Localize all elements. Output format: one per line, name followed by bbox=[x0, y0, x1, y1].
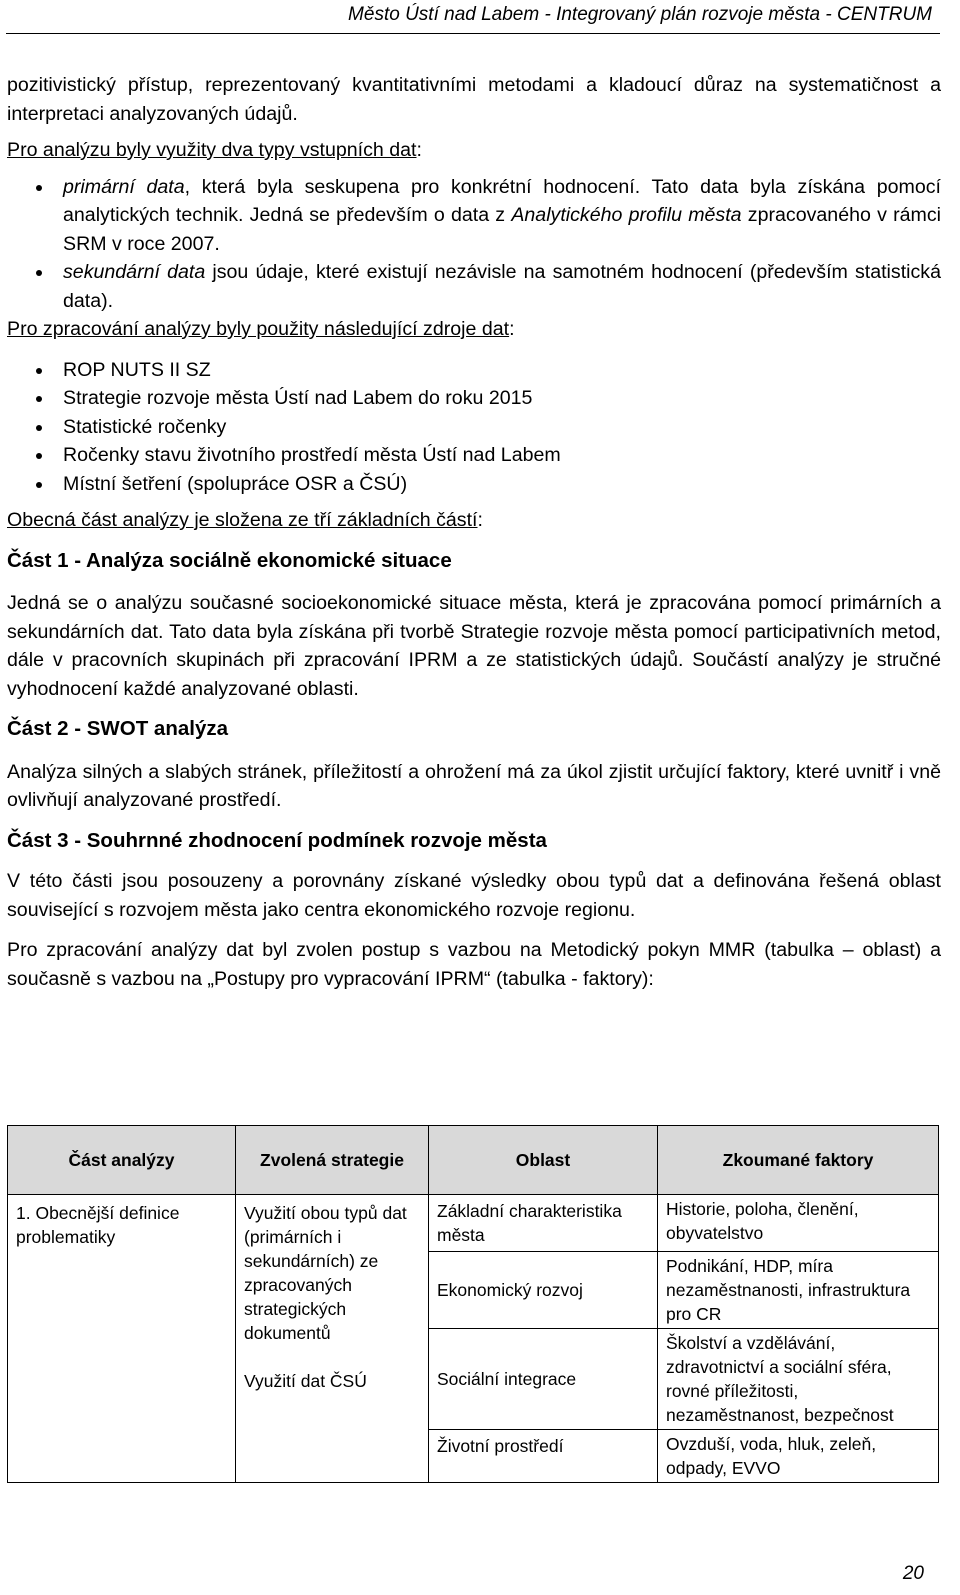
header-cell: Zkoumané faktory bbox=[658, 1126, 939, 1195]
area-cell: Základní charakteristika města bbox=[429, 1195, 658, 1252]
table-header-row bbox=[8, 1126, 939, 1195]
analytic-profile-term: Analytického profilu města bbox=[511, 204, 742, 226]
data-types-lead bbox=[7, 136, 941, 165]
factors-cell: Školství a vzdělávání, zdravotnictví a sociální sféra, rovné příležitosti, nezaměstnanost, bezpečnost bbox=[658, 1329, 939, 1430]
structure-colon: : bbox=[477, 509, 483, 531]
factors-cell: Podnikání, HDP, míra nezaměstnanosti, infrastruktura pro CR bbox=[658, 1252, 939, 1329]
primary-data-text: , která byla seskupena pro konkrétní hodnocení. Tato data byla získána pomocí analytických technik. Jedná se především o data z bbox=[63, 175, 941, 226]
list-item bbox=[7, 173, 941, 259]
sources-lead bbox=[7, 315, 941, 344]
data-types-list bbox=[7, 173, 941, 316]
data-types-colon: : bbox=[416, 139, 422, 161]
list-item: ROP NUTS II SZ bbox=[7, 356, 941, 385]
structure-lead-text: Obecná část analýzy je složena ze tří základních částí bbox=[7, 509, 478, 531]
section-body-1: Jedná se o analýzu současné socioekonomické situace města, která je zpracována pomocí primárních a sekundárních dat. Tato data byla získána při tvorbě Strategie rozvoje města pomocí participativních metod, dále v pracovních skupinách při zpracování IPRM a ze statistických údajů. Součástí analýzy je stručné vyhodnocení každé analyzované oblasti. bbox=[7, 592, 941, 700]
analysis-part-cell: 1. Obecnější definice problematiky bbox=[8, 1195, 236, 1483]
list-item: Strategie rozvoje města Ústí nad Labem do roku 2015 bbox=[7, 384, 941, 413]
closing-paragraph: Pro zpracování analýzy dat byl zvolen postup s vazbou na Metodický pokyn MMR (tabulka – oblast) a současně s vazbou na „Postupy pro vypracování IPRM“ (tabulka - faktory): bbox=[7, 939, 941, 990]
strategy-text-1: Využití obou typů dat (primárních i sekundárních) ze zpracovaných strategických dokumentů bbox=[244, 1203, 407, 1343]
section-heading-2: Část 2 - SWOT analýza bbox=[7, 717, 229, 740]
area-cell: Životní prostředí bbox=[429, 1430, 658, 1483]
sources-lead-text: Pro zpracování analýzy byly použity následující zdroje dat bbox=[7, 318, 510, 340]
section-body-2: Analýza silných a slabých stránek, příležitostí a ohrožení má za úkol zjistit určující faktory, které uvnitř i vně ovlivňují analyzované prostředí. bbox=[7, 760, 941, 811]
factors-cell: Historie, poloha, členění, obyvatelstvo bbox=[658, 1195, 939, 1252]
header-cell: Zvolená strategie bbox=[236, 1126, 429, 1195]
list-item bbox=[7, 258, 941, 315]
factors-cell: Ovzduší, voda, hluk, zeleň, odpady, EVVO bbox=[658, 1430, 939, 1483]
header-cell: Oblast bbox=[429, 1126, 658, 1195]
header-rule bbox=[6, 33, 940, 34]
list-item: Ročenky stavu životního prostředí města Ústí nad Labem bbox=[7, 441, 941, 470]
secondary-data-text: jsou údaje, které existují nezávisle na samotném hodnocení (především statistická data). bbox=[63, 261, 941, 312]
intro-paragraph: pozitivistický přístup, reprezentovaný kvantitativními metodami a kladoucí důraz na systematičnost a interpretaci analyzovaných údajů. bbox=[7, 74, 941, 125]
primary-data-term: primární data bbox=[63, 175, 185, 198]
area-cell: Sociální integrace bbox=[429, 1329, 658, 1430]
header-cell: Část analýzy bbox=[8, 1126, 236, 1195]
structure-lead bbox=[7, 506, 941, 535]
sources-list bbox=[7, 356, 941, 499]
page-header bbox=[348, 4, 932, 26]
secondary-data-term: sekundární data bbox=[63, 261, 206, 283]
area-cell: Ekonomický rozvoj bbox=[429, 1252, 658, 1329]
strategy-cell bbox=[236, 1195, 429, 1483]
strategy-text-2: Využití dat ČSÚ bbox=[244, 1371, 367, 1391]
primary-data-end: zpracovaného v rámci SRM v roce 2007. bbox=[63, 204, 941, 255]
section-body-3: V této části jsou posouzeny a porovnány získané výsledky obou typů dat a definována řešená oblast související s rozvojem města jako centra ekonomického rozvoje regionu. bbox=[7, 870, 941, 921]
page-number: 20 bbox=[902, 1563, 924, 1584]
data-types-lead-text: Pro analýzu byly využity dva typy vstupních dat bbox=[7, 139, 417, 161]
document-body bbox=[7, 71, 941, 993]
analysis-table bbox=[7, 1125, 939, 1483]
list-item: Místní šetření (spolupráce OSR a ČSÚ) bbox=[7, 470, 941, 499]
section-heading-1: Část 1 - Analýza sociálně ekonomické situace bbox=[7, 548, 452, 572]
section-heading-3: Část 3 - Souhrnné zhodnocení podmínek rozvoje města bbox=[7, 828, 547, 852]
sources-colon: : bbox=[509, 318, 515, 340]
header-title: Město Ústí nad Labem - Integrovaný plán rozvoje města - CENTRUM bbox=[348, 4, 932, 25]
list-item: Statistické ročenky bbox=[7, 413, 941, 442]
table-row bbox=[8, 1195, 939, 1252]
